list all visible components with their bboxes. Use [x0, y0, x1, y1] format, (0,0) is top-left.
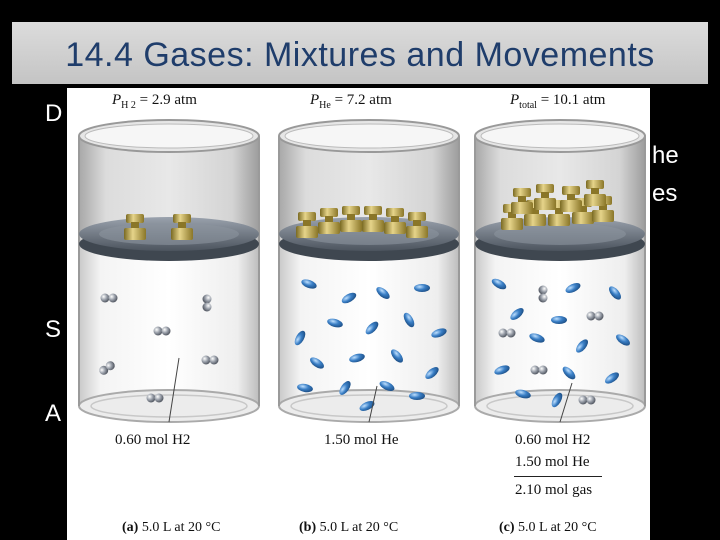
bullet-text-fragment: he	[652, 142, 679, 169]
cylinder-a	[79, 120, 259, 422]
slide-title: 14.4 Gases: Mixtures and Movements	[65, 36, 655, 74]
bullet-text-fragment: es	[652, 180, 678, 207]
pressure-label-b: $P_{He} = 7.2$ atm	[310, 92, 392, 111]
cylinder-illustration	[67, 88, 650, 540]
sum-divider	[514, 476, 602, 477]
pressure-label-a: $P_{H 2} = 2.9$ atm	[112, 92, 197, 111]
cylinder-c	[475, 120, 645, 422]
pressure-label-c: $P_{total} = 10.1$ atm	[510, 92, 606, 111]
gas-mixture-figure	[67, 88, 650, 540]
amount-label-a: 0.60 mol H2	[115, 432, 191, 448]
bullet-text-fragment: D	[45, 100, 63, 127]
caption-b: (b) 5.0 L at 20 °C	[299, 520, 399, 535]
amount-label-c-h2: 0.60 mol H2	[515, 432, 591, 448]
title-bar	[12, 22, 708, 84]
amount-label-c-he: 1.50 mol He	[515, 454, 590, 470]
bullet-text-fragment: S	[45, 316, 62, 343]
amount-label-b: 1.50 mol He	[324, 432, 399, 448]
amount-label-c-total: 2.10 mol gas	[515, 482, 593, 498]
caption-c: (c) 5.0 L at 20 °C	[499, 520, 597, 535]
caption-a: (a) 5.0 L at 20 °C	[122, 520, 221, 535]
bullet-text-fragment: A	[45, 400, 62, 427]
cylinder-b	[279, 120, 459, 422]
